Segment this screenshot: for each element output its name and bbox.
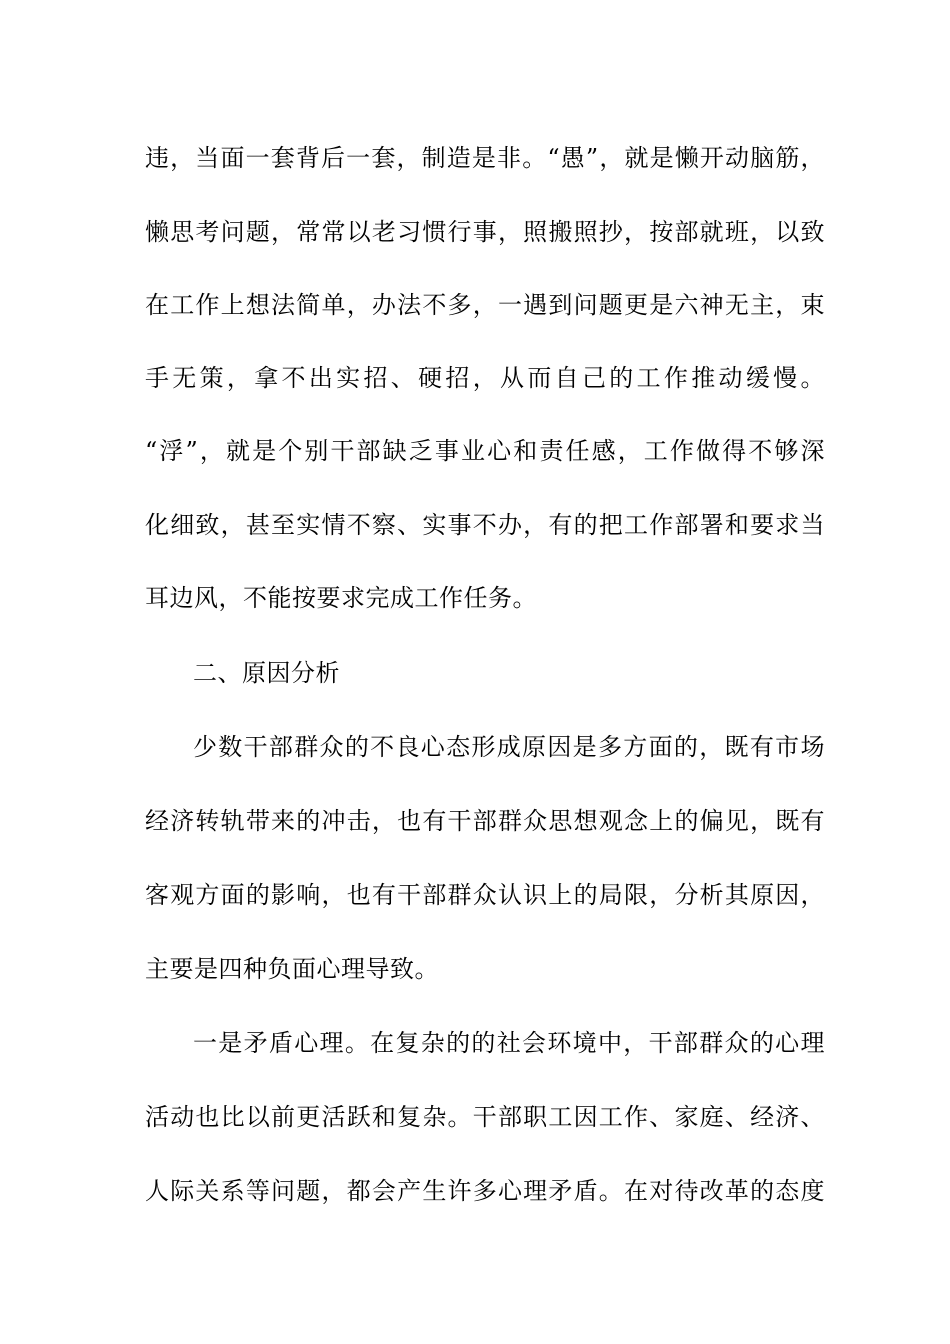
text-line-11: 客观方面的影响，也有干部群众认识上的局限，分析其原因， [145, 881, 825, 909]
text-line-1: 违，当面一套背后一套，制造是非。“愚”，就是懒开动脑筋， [145, 144, 825, 172]
text-line-2: 懒思考问题，常常以老习惯行事，照搬照抄，按部就班，以致 [145, 218, 825, 246]
text-line-6: 化细致，甚至实情不察、实事不办，有的把工作部署和要求当 [145, 511, 825, 539]
text-line-15: 人际关系等问题，都会产生许多心理矛盾。在对待改革的态度 [145, 1177, 825, 1205]
text-line-14: 活动也比以前更活跃和复杂。干部职工因工作、家庭、经济、 [145, 1103, 825, 1131]
text-line-13: 一是矛盾心理。在复杂的的社会环境中，干部群众的心理 [193, 1029, 825, 1057]
text-line-7: 耳边风，不能按要求完成工作任务。 [145, 584, 537, 612]
text-line-9: 少数干部群众的不良心态形成原因是多方面的，既有市场 [193, 733, 825, 761]
text-line-5: “浮”，就是个别干部缺乏事业心和责任感，工作做得不够深 [145, 437, 825, 465]
text-line-4: 手无策，拿不出实招、硬招，从而自己的工作推动缓慢。 [145, 364, 825, 392]
text-line-12: 主要是四种负面心理导致。 [145, 955, 439, 983]
section-heading: 二、原因分析 [193, 659, 340, 687]
text-line-3: 在工作上想法简单，办法不多，一遇到问题更是六神无主，束 [145, 291, 825, 319]
text-line-10: 经济转轨带来的冲击，也有干部群众思想观念上的偏见，既有 [145, 807, 825, 835]
